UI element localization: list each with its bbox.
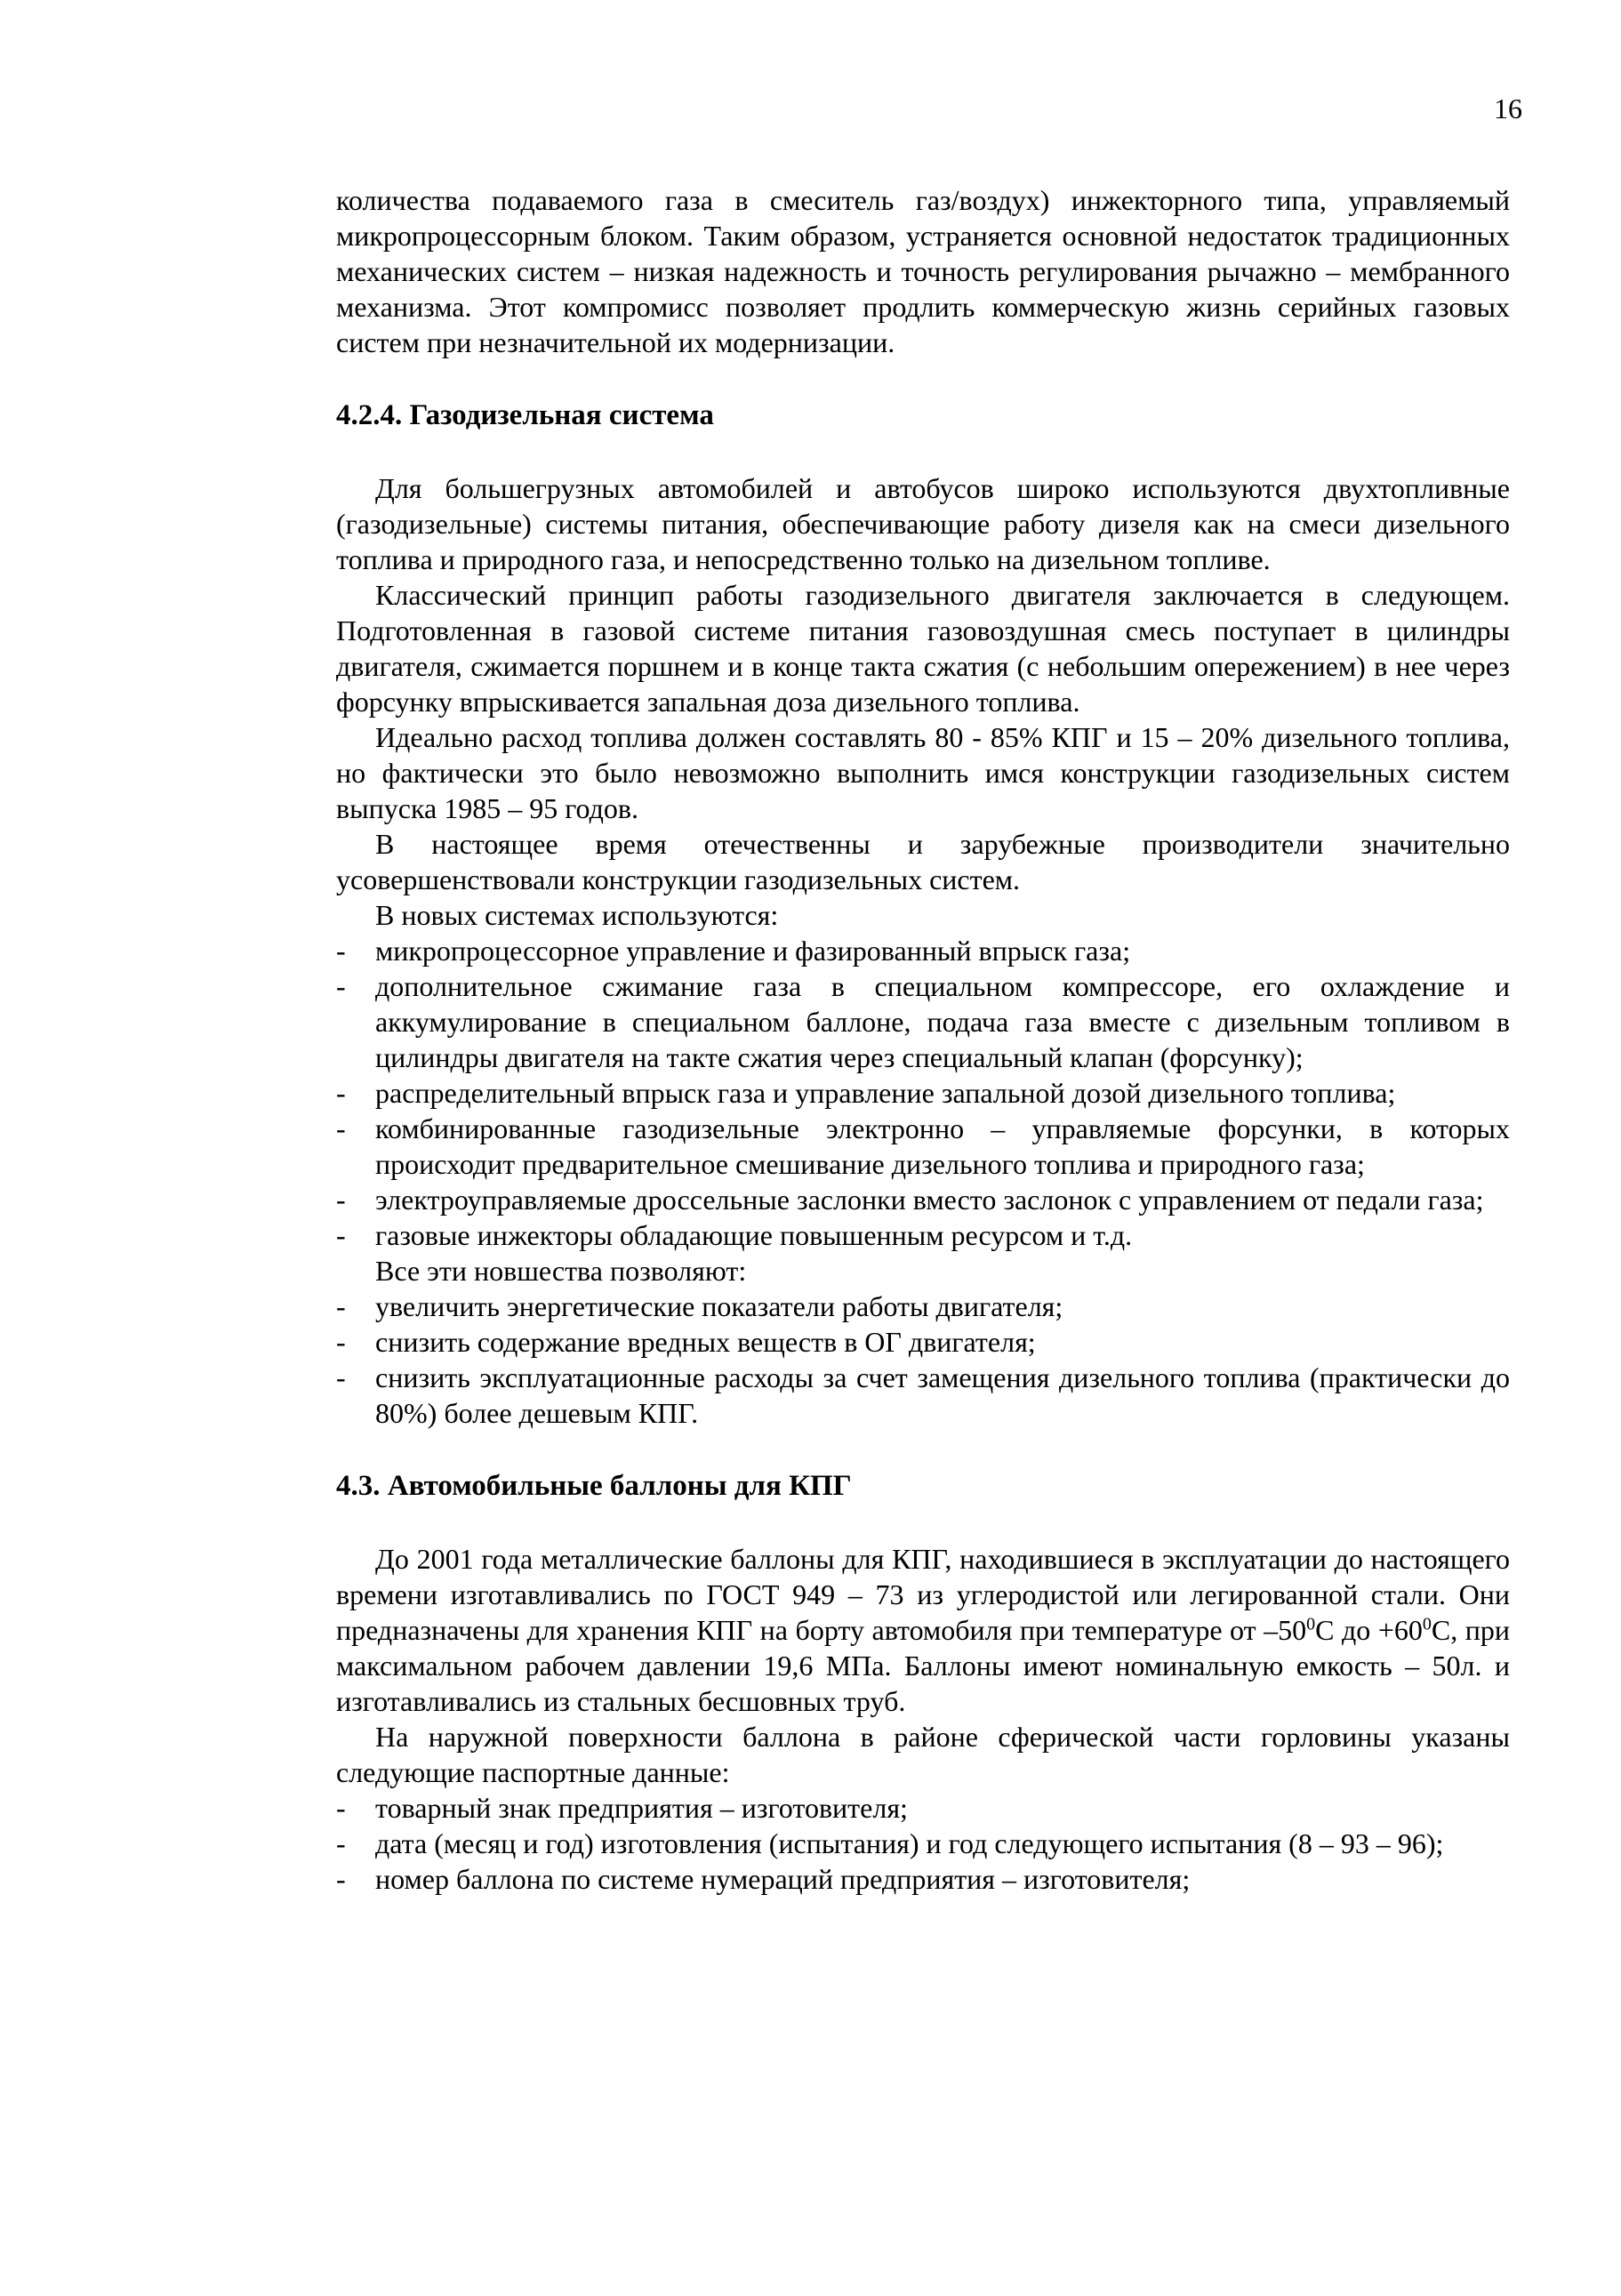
paragraph-passport-data: На наружной поверхности баллона в районе сферической части горловины указаны следующие паспортные данные: [336, 1721, 1510, 1788]
list-item [336, 1217, 1510, 1253]
paragraph-text: До 2001 года металлические баллоны для КПГ, находившиеся в эксплуатации до настоящего времени изготавливались по ГОСТ 949 – 73 из углеродистой или легированной стали. Они предназначены для хранения КПГ на борту автомобиля при температуре от –50 [336, 1543, 1510, 1646]
section-heading-4-2-4: 4.2.4. Газодизельная система [336, 399, 714, 431]
list-dash: - [336, 935, 346, 967]
list-dash: - [336, 1361, 346, 1393]
list-item-text: дополнительное сжимание газа в специальном компрессоре, его охлаждение и аккумулирование в специальном баллоне, подача газа вместе с дизельным топливом в цилиндры двигателя на такте сжатия через специальный клапан (форсунку); [375, 970, 1510, 1073]
list-dash: - [336, 1219, 346, 1251]
list-dash: - [336, 1077, 346, 1109]
list-item-text: комбинированные газодизельные электронно – управляемые форсунки, в которых происходит предварительное смешивание дизельного топлива и природного газа; [375, 1112, 1510, 1180]
list-item-text: товарный знак предприятия – изготовителя; [375, 1792, 908, 1824]
paragraph-new-systems-intro: В новых системах используются: [375, 899, 779, 931]
list-item [336, 1360, 1510, 1431]
paragraph-classic-principle: Классический принцип работы газодизельного двигателя заключается в следующем. Подготовленная в газовой системе питания газовоздушная смесь поступает в цилиндры двигателя, сжимается поршнем и в конце такта сжатия (с небольшим опережением) в нее через форсунку впрыскивается запальная доза дизельного топлива. [336, 579, 1510, 718]
list-item-text: электроуправляемые дроссельные заслонки вместо заслонок с управлением от педали газа; [375, 1184, 1484, 1216]
list-item-text: снизить содержание вредных веществ в ОГ двигателя; [375, 1326, 1036, 1358]
paragraph-heavy-vehicles: Для большегрузных автомобилей и автобусов широко используются двухтопливные (газодизельные) системы питания, обеспечивающие работу дизеля как на смеси дизельного топлива и природного газа, и непосредственно только на дизельном топливе. [336, 472, 1510, 575]
list-item [336, 968, 1510, 1075]
degree-superscript: 0 [1306, 1614, 1316, 1634]
list-item [336, 1861, 1510, 1897]
list-dash: - [336, 1112, 346, 1144]
list-dash: - [336, 1184, 346, 1216]
section-heading-4-3: 4.3. Автомобильные баллоны для КПГ [336, 1470, 852, 1502]
list-item [336, 1826, 1510, 1861]
list-item [336, 1288, 1510, 1324]
list-item-text: снизить эксплуатационные расходы за счет замещения дизельного топлива (практически до 80%) более дешевым КПГ. [375, 1361, 1510, 1429]
paragraph-text: С, при максимальном рабочем давлении 19,6 МПа. Баллоны имеют номинальную емкость – 50л. и изготавливались из стальных бесшовных труб. [336, 1614, 1510, 1717]
page-number: 16 [1494, 92, 1522, 124]
list-item-text: распределительный впрыск газа и управление запальной дозой дизельного топлива; [375, 1077, 1396, 1109]
list-dash: - [336, 1326, 346, 1358]
list-item-text: увеличить энергетические показатели работы двигателя; [375, 1290, 1063, 1322]
list-item [336, 1790, 1510, 1826]
new-systems-list [336, 933, 1510, 1253]
list-dash: - [336, 970, 346, 1002]
page-content [336, 182, 1510, 1897]
list-item [336, 933, 1510, 968]
paragraph-steel-cylinders [336, 1541, 1510, 1719]
list-dash: - [336, 1827, 346, 1859]
list-item-text: микропроцессорное управление и фазированный впрыск газа; [375, 935, 1131, 967]
list-item [336, 1324, 1510, 1360]
paragraph-text: С до +60 [1315, 1614, 1423, 1646]
list-item-text: номер баллона по системе нумераций предприятия – изготовителя; [375, 1863, 1191, 1895]
list-item [336, 1182, 1510, 1217]
degree-superscript: 0 [1422, 1614, 1432, 1634]
list-dash: - [336, 1290, 346, 1322]
list-dash: - [336, 1863, 346, 1895]
list-item-text: дата (месяц и год) изготовления (испытания) и год следующего испытания (8 – 93 – 96); [375, 1827, 1444, 1859]
list-item [336, 1111, 1510, 1182]
benefits-list [336, 1288, 1510, 1431]
list-item [336, 1075, 1510, 1111]
paragraph-current-manufacturers: В настоящее время отечественны и зарубежные производители значительно усовершенствовали конструкции газодизельных систем. [336, 828, 1510, 895]
list-dash: - [336, 1792, 346, 1824]
intro-paragraph: количества подаваемого газа в смеситель газ/воздух) инжекторного типа, управляемый микропроцессорным блоком. Таким образом, устраняется основной недостаток традиционных механических систем – низкая надежность и точность регулирования рычажно – мембранного механизма. Этот компромисс позволяет продлить коммерческую жизнь серийных газовых систем при незначительной их модернизации. [336, 184, 1510, 358]
passport-data-list [336, 1790, 1510, 1897]
list-item-text: газовые инжекторы обладающие повышенным ресурсом и т.д. [375, 1219, 1133, 1251]
paragraph-ideal-consumption: Идеально расход топлива должен составлять 80 - 85% КПГ и 15 – 20% дизельного топлива, но фактически это было невозможно выполнить имся конструкции газодизельных систем выпуска 1985 – 95 годов. [336, 721, 1510, 824]
paragraph-benefits-intro: Все эти новшества позволяют: [375, 1255, 747, 1287]
